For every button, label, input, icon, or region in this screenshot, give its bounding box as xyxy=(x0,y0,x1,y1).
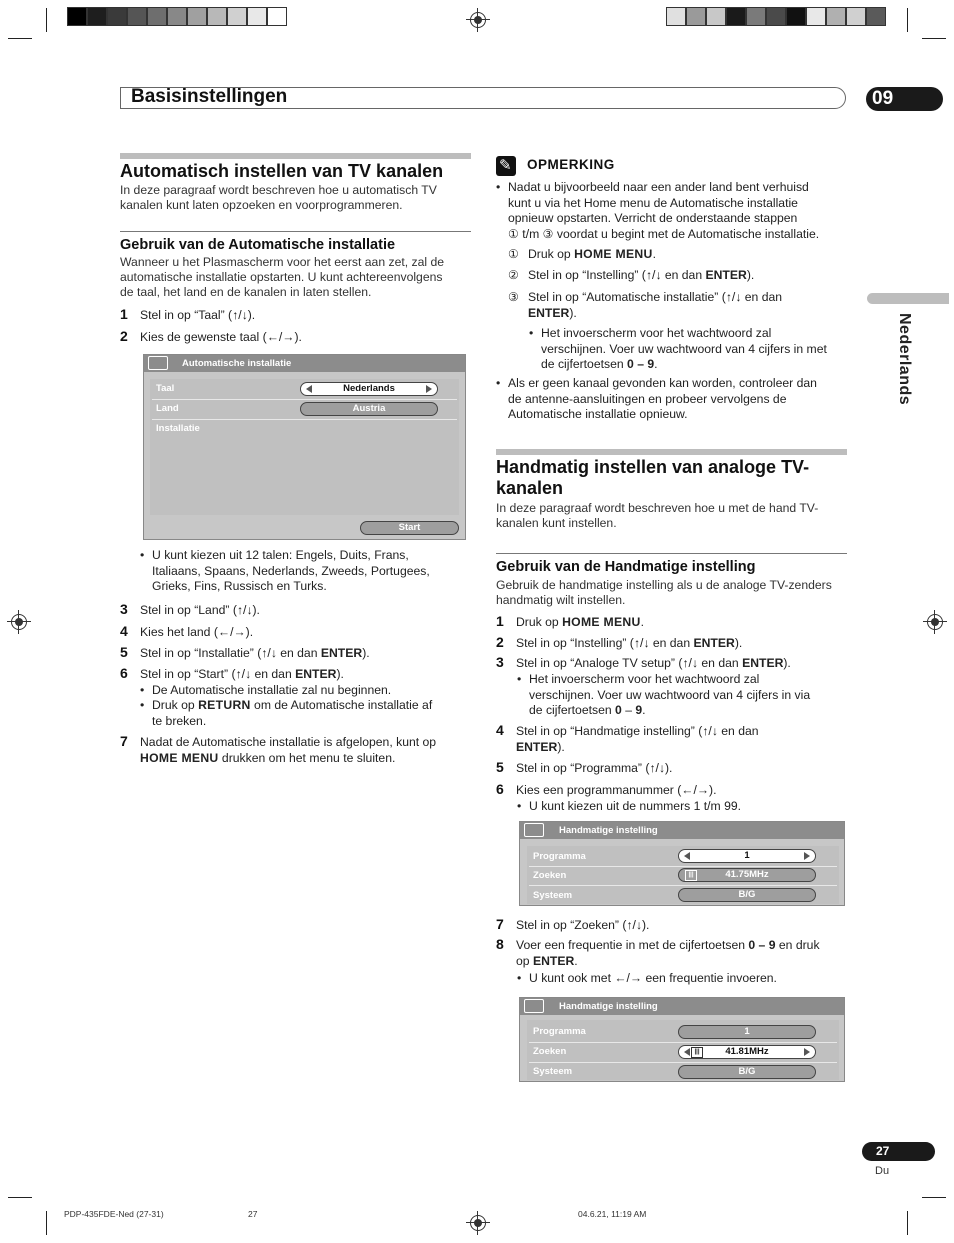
step-text: Stel in op “Land” (↑/↓). xyxy=(140,603,260,617)
bullet-icon: • xyxy=(517,672,522,686)
note-text: Nadat u bijvoorbeeld naar een ander land bent verhuisd kunt u via het Home menu de Automatische installatie opnieuw opstarten. Verricht de onderstaande stappen ① t/m ③ voordat u begint met de Automatische installatie. xyxy=(508,180,820,241)
arrow-left-icon xyxy=(306,385,312,393)
osd-value-selector[interactable]: 1 xyxy=(678,849,816,863)
color-swatch xyxy=(706,7,726,26)
tv-icon xyxy=(524,999,544,1013)
crop-mark xyxy=(46,8,47,32)
osd-row-label: Taal xyxy=(156,383,175,394)
osd-row-label: Systeem xyxy=(533,890,573,901)
step-text: Stel in op “Programma” (↑/↓). xyxy=(516,761,673,775)
arrow-right-icon xyxy=(804,852,810,860)
osd-titlebar xyxy=(144,355,465,372)
bullet-icon: • xyxy=(140,683,145,697)
bullet-text: De Automatische installatie zal nu beginnen. xyxy=(152,683,392,697)
step-text: Stel in op “Handmatige instelling” (↑/↓ en dan ENTER). xyxy=(516,724,759,754)
step-subtext: U kunt kiezen uit de nummers 1 t/m 99. xyxy=(529,799,742,813)
osd-value[interactable]: B/G xyxy=(678,888,816,902)
section-rule xyxy=(120,153,471,159)
bullet-icon: • xyxy=(517,799,522,813)
color-swatch xyxy=(766,7,786,26)
subsection-intro: Gebruik de handmatige instelling als u de analoge TV-zenders handmatig wilt instellen. xyxy=(496,578,832,607)
step-number: 2 xyxy=(496,634,504,650)
osd-titlebar xyxy=(520,822,844,839)
color-swatch xyxy=(806,7,826,26)
bullet-text: Druk op RETURN om de Automatische installatie af te breken. xyxy=(152,698,433,728)
section-title: Automatisch instellen van TV kanalen xyxy=(120,161,444,181)
divider xyxy=(152,399,457,400)
color-swatch xyxy=(247,7,267,26)
color-swatch xyxy=(207,7,227,26)
crop-mark xyxy=(922,38,946,39)
osd-row-label: Programma xyxy=(533,851,586,862)
registration-mark-icon xyxy=(470,12,486,28)
step-number: 8 xyxy=(496,936,504,952)
subsection-rule xyxy=(120,231,471,232)
subsection-intro: Wanneer u het Plasmascherm voor het eerst aan zet, zal de automatische installatie opstarten. U kunt achtereenvolgens de taal, het land en de kanalen in laten stellen. xyxy=(120,255,445,299)
section-title: Handmatig instellen van analoge TV- kanalen xyxy=(496,457,810,498)
note-step-number: ② xyxy=(508,268,519,282)
tv-icon xyxy=(148,356,168,370)
subsection-title: Gebruik van de Handmatige instelling xyxy=(496,559,756,575)
osd-value[interactable]: Austria xyxy=(300,402,438,416)
arrow-right-icon xyxy=(804,1048,810,1056)
osd-row-label: Zoeken xyxy=(533,870,567,881)
crop-mark xyxy=(46,1211,47,1235)
divider xyxy=(152,419,457,420)
step-number: 2 xyxy=(120,328,128,344)
step-text: Stel in op “Installatie” (↑/↓ en dan ENTER). xyxy=(140,646,370,660)
step-text: Kies het land (←/→). xyxy=(140,625,254,639)
step-number: 4 xyxy=(120,623,128,639)
color-swatch xyxy=(87,7,107,26)
color-swatch xyxy=(746,7,766,26)
chapter-number: 09 xyxy=(866,87,943,111)
divider xyxy=(529,1042,837,1043)
language-tab xyxy=(867,293,949,304)
step-subtext: U kunt ook met ←/→ een frequentie invoeren. xyxy=(529,971,777,985)
step-text: Stel in op “Instelling” (↑/↓ en dan ENTER). xyxy=(516,636,743,650)
arrow-left-icon xyxy=(684,1048,690,1056)
divider xyxy=(529,1062,837,1063)
tv-icon xyxy=(524,823,544,837)
step-text: Stel in op “Start” (↑/↓ en dan ENTER). xyxy=(140,667,344,681)
color-swatch xyxy=(686,7,706,26)
step-subtext: Het invoerscherm voor het wachtwoord zal verschijnen. Voer uw wachtwoord van 4 cijfers in via de cijfertoetsen 0 – 9. xyxy=(529,672,811,717)
note-step-text: Stel in op “Automatische installatie” (↑/↓ en dan ENTER). xyxy=(528,290,783,320)
arrow-left-icon xyxy=(684,852,690,860)
step-text: Kies de gewenste taal (←/→). xyxy=(140,330,302,344)
note-step-text: Stel in op “Instelling” (↑/↓ en dan ENTER). xyxy=(528,268,755,282)
page-title: Basisinstellingen xyxy=(131,86,288,107)
note-title: OPMERKING xyxy=(527,157,615,172)
step-number: 1 xyxy=(496,613,504,629)
subsection-title: Gebruik van de Automatische installatie xyxy=(120,237,396,253)
step-text: Stel in op “Zoeken” (↑/↓). xyxy=(516,918,650,932)
footer-filename: PDP-435FDE-Ned (27-31) xyxy=(64,1209,164,1219)
osd-title: Handmatige instelling xyxy=(559,825,658,836)
divider xyxy=(529,885,837,886)
bullet-icon: • xyxy=(140,548,145,562)
note-step-number: ③ xyxy=(508,290,519,304)
step-number: 1 xyxy=(120,306,128,322)
osd-row-label: Installatie xyxy=(156,423,200,434)
step-number: 7 xyxy=(120,733,128,749)
color-swatch xyxy=(726,7,746,26)
step-text: Kies een programmanummer (←/→). xyxy=(516,783,717,797)
footer-page: 27 xyxy=(248,1209,258,1219)
step-number: 3 xyxy=(496,654,504,670)
crop-mark xyxy=(922,1197,946,1198)
color-swatch xyxy=(107,7,127,26)
note-icon xyxy=(496,156,516,176)
step-text: Voer een frequentie in met de cijfertoetsen 0 – 9 en druk op ENTER. xyxy=(516,938,820,968)
osd-value[interactable]: 1 xyxy=(678,1025,816,1039)
bullet-icon: • xyxy=(496,376,501,390)
osd-value-selector[interactable]: Nederlands xyxy=(300,382,438,396)
color-swatch xyxy=(826,7,846,26)
osd-row-label: Programma xyxy=(533,1026,586,1037)
note-step-number: ① xyxy=(508,247,519,261)
color-swatch xyxy=(786,7,806,26)
color-swatch xyxy=(267,7,287,26)
registration-mark-icon xyxy=(11,614,27,630)
step-number: 7 xyxy=(496,916,504,932)
section-rule xyxy=(496,449,847,455)
registration-mark-icon xyxy=(927,614,943,630)
step-text: Druk op HOME MENU. xyxy=(516,615,644,629)
step-number: 3 xyxy=(120,601,128,617)
color-swatch xyxy=(187,7,207,26)
section-intro: In deze paragraaf wordt beschreven hoe u met de hand TV- kanalen kunt instellen. xyxy=(496,501,819,530)
arrow-right-icon xyxy=(426,385,432,393)
language-code: Du xyxy=(875,1165,890,1177)
crop-mark xyxy=(907,8,908,32)
osd-value[interactable]: B/G xyxy=(678,1065,816,1079)
color-swatch xyxy=(866,7,886,26)
color-swatch xyxy=(666,7,686,26)
osd-screen-manual-setup xyxy=(519,821,845,906)
divider xyxy=(529,866,837,867)
color-swatch xyxy=(167,7,187,26)
note-subtext: Het invoerscherm voor het wachtwoord zal verschijnen. Voer uw wachtwoord van 4 cijfers in met de cijfertoetsen 0 – 9. xyxy=(541,326,827,371)
step-text: Stel in op “Taal” (↑/↓). xyxy=(140,308,256,322)
color-swatch xyxy=(846,7,866,26)
keypad-icon: ||| xyxy=(691,1047,703,1058)
keypad-icon: ||| xyxy=(685,870,697,881)
osd-row-label: Systeem xyxy=(533,1066,573,1077)
crop-mark xyxy=(8,1197,32,1198)
color-swatch xyxy=(67,7,87,26)
registration-mark-icon xyxy=(470,1215,486,1231)
page-number: 27 xyxy=(862,1142,935,1161)
bullet-icon: • xyxy=(140,698,145,712)
bullet-icon: • xyxy=(529,326,534,340)
osd-row-label: Land xyxy=(156,403,179,414)
start-button[interactable]: Start xyxy=(360,521,459,535)
color-swatch xyxy=(227,7,247,26)
osd-row-label: Zoeken xyxy=(533,1046,567,1057)
step-text: Stel in op “Analoge TV setup” (↑/↓ en dan ENTER). xyxy=(516,656,791,670)
step-number: 6 xyxy=(120,665,128,681)
osd-titlebar xyxy=(520,998,844,1015)
osd-title: Handmatige instelling xyxy=(559,1001,658,1012)
osd-title: Automatische installatie xyxy=(182,358,292,369)
step-number: 4 xyxy=(496,722,504,738)
section-intro: In deze paragraaf wordt beschreven hoe u automatisch TV kanalen kunt laten opzoeken en voorprogrammeren. xyxy=(120,183,437,212)
language-label: Nederlands xyxy=(896,313,913,406)
bullet-icon: • xyxy=(517,971,522,985)
note-step-text: Druk op HOME MENU. xyxy=(528,247,656,261)
color-swatch xyxy=(127,7,147,26)
osd-screen-manual-setup xyxy=(519,997,845,1082)
step-text: Nadat de Automatische installatie is afgelopen, kunt op HOME MENU drukken om het menu te sluiten. xyxy=(140,735,437,765)
osd-value-selector[interactable]: ||| 41.81MHz xyxy=(678,1045,816,1059)
note-text: Als er geen kanaal gevonden kan worden, controleer dan de antenne-aansluitingen en probeer vervolgens de Automatische installatie opnieuw. xyxy=(508,376,817,421)
step-number: 5 xyxy=(120,644,128,660)
osd-screen-auto-install xyxy=(143,354,466,540)
crop-mark xyxy=(907,1211,908,1235)
footer-date: 04.6.21, 11:19 AM xyxy=(578,1209,647,1219)
bullet-icon: • xyxy=(496,180,501,194)
color-swatch xyxy=(147,7,167,26)
bullet-text: U kunt kiezen uit 12 talen: Engels, Duits, Frans, Italiaans, Spaans, Nederlands, Zweeds, Portugees, Grieks, Fins, Russisch en Turks. xyxy=(152,548,430,593)
crop-mark xyxy=(8,38,32,39)
subsection-rule xyxy=(496,553,847,554)
osd-value[interactable]: ||| 41.75MHz xyxy=(678,868,816,882)
step-number: 6 xyxy=(496,781,504,797)
step-number: 5 xyxy=(496,759,504,775)
